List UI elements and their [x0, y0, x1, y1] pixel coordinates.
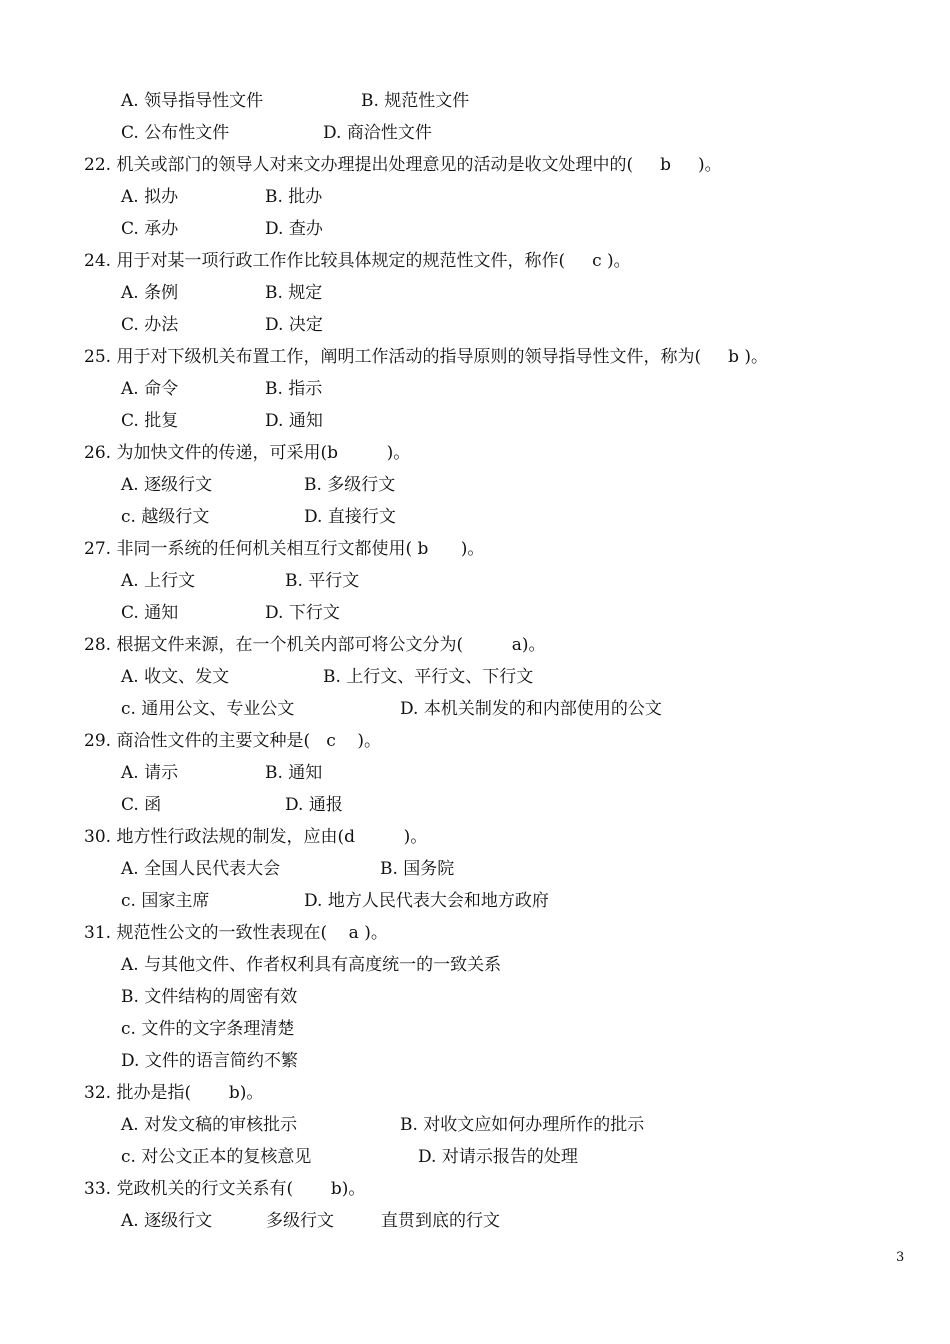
page-number: 3: [896, 1250, 905, 1265]
options-row: [0, 1109, 950, 1141]
answer-option: B. 国务院: [380, 859, 455, 879]
answer-option: B. 通知: [265, 763, 323, 783]
answer-option: A. 请示: [121, 763, 179, 783]
options-row: [0, 1013, 950, 1045]
question-text: 22. 机关或部门的领导人对来文办理提出处理意见的活动是收文处理中的( b )。: [84, 155, 722, 175]
answer-option: D. 下行文: [265, 603, 340, 623]
answer-option: B. 上行文、平行文、下行文: [323, 667, 534, 687]
answer-option: c. 文件的文字条理清楚: [121, 1019, 295, 1039]
options-row: [0, 1205, 950, 1237]
answer-option: D. 地方人民代表大会和地方政府: [304, 891, 549, 911]
answer-option: A. 与其他文件、作者权利具有高度统一的一致关系: [121, 955, 502, 975]
answer-option: A. 命令: [121, 379, 179, 399]
answer-option: D. 本机关制发的和内部使用的公文: [400, 699, 662, 719]
answer-option: C. 通知: [121, 603, 179, 623]
question-text: 27. 非同一系统的任何机关相互行文都使用( b )。: [84, 539, 485, 559]
options-row: [0, 789, 950, 821]
answer-option: c. 对公文正本的复核意见: [121, 1147, 312, 1167]
options-row: [0, 949, 950, 981]
options-row: [0, 885, 950, 917]
answer-option: B. 规定: [265, 283, 323, 303]
answer-option: D. 通报: [285, 795, 343, 815]
options-row: [0, 117, 950, 149]
answer-option: D. 决定: [265, 315, 323, 335]
answer-option: B. 对收文应如何办理所作的批示: [400, 1115, 645, 1135]
answer-option: D. 对请示报告的处理: [418, 1147, 578, 1167]
answer-option: D. 直接行文: [304, 507, 396, 527]
options-row: [0, 693, 950, 725]
answer-option: 直贯到底的行文: [381, 1211, 500, 1231]
answer-option: C. 办法: [121, 315, 179, 335]
answer-option: B. 文件结构的周密有效: [121, 987, 298, 1007]
answer-option: A. 逐级行文: [121, 1211, 213, 1231]
answer-option: c. 越级行文: [121, 507, 210, 527]
answer-option: B. 多级行文: [304, 475, 396, 495]
options-row: [0, 661, 950, 693]
question-text: 25. 用于对下级机关布置工作，阐明工作活动的指导原则的领导指导性文件，称为( b )。: [84, 347, 769, 367]
options-row: [0, 213, 950, 245]
options-row: [0, 757, 950, 789]
question-text: 30. 地方性行政法规的制发，应由(d )。: [84, 827, 428, 847]
answer-option: D. 通知: [265, 411, 323, 431]
answer-option: A. 全国人民代表大会: [121, 859, 281, 879]
options-row: [0, 309, 950, 341]
options-row: [0, 597, 950, 629]
answer-option: A. 上行文: [121, 571, 196, 591]
question-text: 33. 党政机关的行文关系有( b)。: [84, 1179, 366, 1199]
answer-option: B. 平行文: [285, 571, 360, 591]
answer-option: A. 收文、发文: [121, 667, 230, 687]
answer-option: A. 拟办: [121, 187, 179, 207]
answer-option: A. 对发文稿的审核批示: [121, 1115, 298, 1135]
question-text: 29. 商洽性文件的主要文种是( c )。: [84, 731, 382, 751]
options-row: [0, 981, 950, 1013]
options-row: [0, 1141, 950, 1173]
answer-option: D. 商洽性文件: [323, 123, 432, 143]
answer-option: B. 规范性文件: [361, 91, 470, 111]
options-row: [0, 181, 950, 213]
answer-option: A. 逐级行文: [121, 475, 213, 495]
question-text: 32. 批办是指( b)。: [84, 1083, 264, 1103]
answer-option: C. 函: [121, 795, 162, 815]
answer-option: B. 指示: [265, 379, 323, 399]
answer-option: C. 公布性文件: [121, 123, 230, 143]
answer-option: B. 批办: [265, 187, 323, 207]
answer-option: 多级行文: [266, 1211, 334, 1231]
answer-option: c. 通用公文、专业公文: [121, 699, 295, 719]
question-text: 28. 根据文件来源，在一个机关内部可将公文分为( a)。: [84, 635, 546, 655]
question-text: 24. 用于对某一项行政工作作比较具体规定的规范性文件，称作( c )。: [84, 251, 631, 271]
answer-option: c. 国家主席: [121, 891, 210, 911]
options-row: [0, 853, 950, 885]
options-row: [0, 85, 950, 117]
options-row: [0, 373, 950, 405]
question-text: 26. 为加快文件的传递，可采用(b )。: [84, 443, 411, 463]
answer-option: C. 批复: [121, 411, 179, 431]
options-row: [0, 1045, 950, 1077]
question-text: 31. 规范性公文的一致性表现在( a )。: [84, 923, 388, 943]
answer-option: A. 领导指导性文件: [121, 91, 264, 111]
options-row: [0, 565, 950, 597]
answer-option: C. 承办: [121, 219, 179, 239]
answer-option: D. 查办: [265, 219, 323, 239]
options-row: [0, 405, 950, 437]
options-row: [0, 469, 950, 501]
answer-option: A. 条例: [121, 283, 179, 303]
options-row: [0, 501, 950, 533]
options-row: [0, 277, 950, 309]
answer-option: D. 文件的语言简约不繁: [121, 1051, 298, 1071]
